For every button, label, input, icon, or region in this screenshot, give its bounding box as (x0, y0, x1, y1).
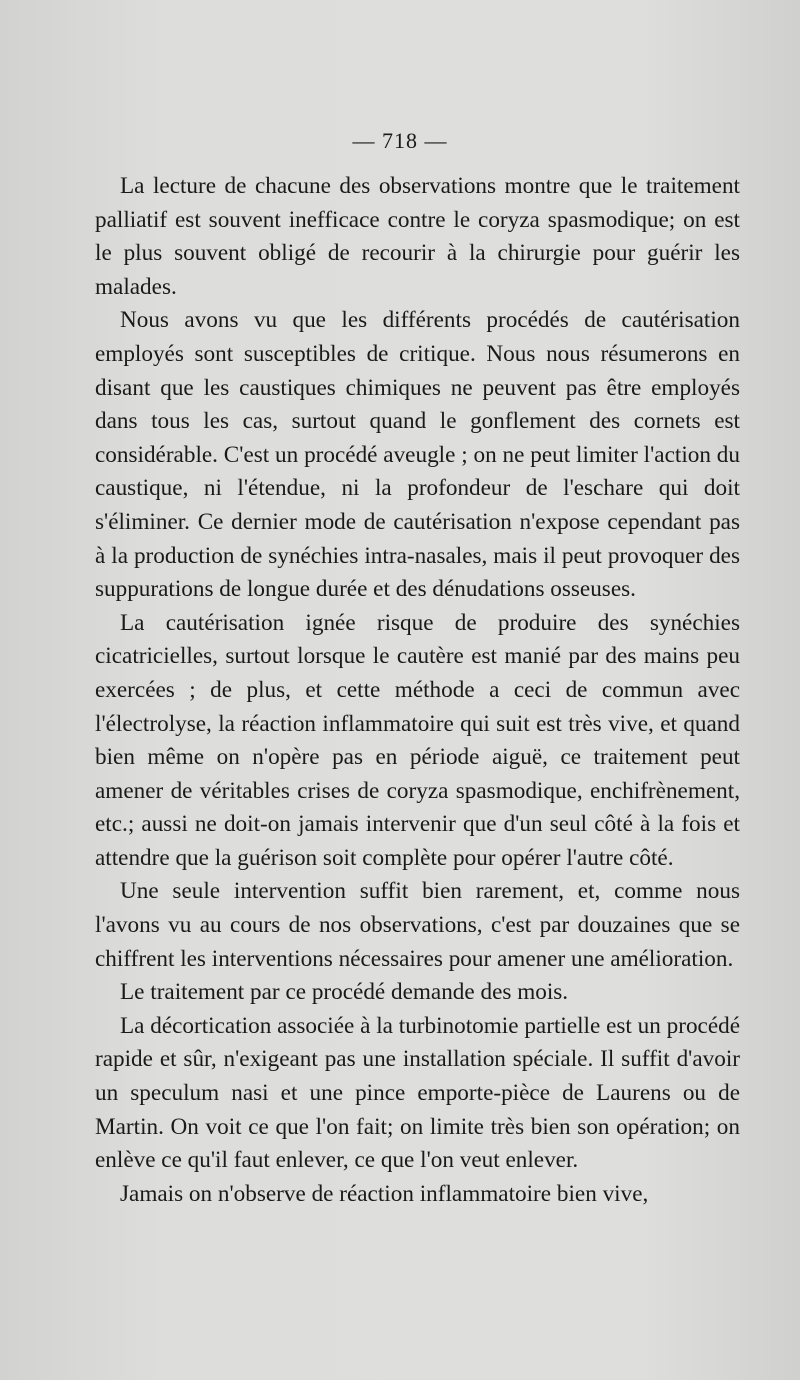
paragraph-1: La lecture de chacune des observations montre que le traitement palliatif est souvent inefficace contre le coryza spasmodique; on est le plus souvent obligé de recourir à la chirurgie pour guérir les malades. (95, 173, 740, 300)
paragraph-4: Une seule intervention suffit bien rarement, et, comme nous l'avons vu au cours de nos observations, c'est par douzaines que se chiffrent les interventions nécessaires pour amener une amélioration. (95, 878, 740, 972)
body-text (95, 170, 740, 1211)
page-number: — 718 — (352, 128, 448, 153)
paragraph-5: Le traitement par ce procédé demande des mois. (120, 979, 569, 1006)
paragraph-3: La cautérisation ignée risque de produire des synéchies cicatricielles, surtout lorsque le cautère est manié par des mains peu exercées ; de plus, et cette méthode a ceci de commun avec l'électrolyse, la réaction inflammatoire qui suit est très vive, et quand bien même on n'opère pas en période aiguë, ce traitement peut amener de véritables crises de coryza spasmodique, enchifrènement, etc.; aussi ne doit-on jamais intervenir que d'un seul côté à la fois et attendre que la guérison soit complète pour opérer l'autre côté. (95, 609, 740, 871)
paragraph-6: La décortication associée à la turbinotomie partielle est un procédé rapide et sûr, n'exigeant pas une installation spéciale. Il suffit d'avoir un speculum nasi et une pince emporte-pièce de Laurens ou de Martin. On voit ce que l'on fait; on limite très bien son opération; on enlève ce qu'il faut enlever, ce que l'on veut enlever. (95, 1012, 741, 1174)
paragraph-7: Jamais on n'observe de réaction inflammatoire bien vive, (120, 1180, 649, 1207)
paragraph-2: Nous avons vu que les différents procédés de cautérisation employés sont susceptibles de critique. Nous nous résumerons en disant que les caustiques chimiques ne peuvent pas être employés dans tous les cas, surtout quand le gonflement des cornets est considérable. C'est un procédé aveugle ; on ne peut limiter l'action du caustique, ni l'étendue, ni la profondeur de l'eschare qui doit s'éliminer. Ce dernier mode de cautérisation n'expose cependant pas à la production de synéchies intra-nasales, mais il peut provoquer des suppurations de longue durée et des dénudations osseuses. (95, 307, 740, 603)
